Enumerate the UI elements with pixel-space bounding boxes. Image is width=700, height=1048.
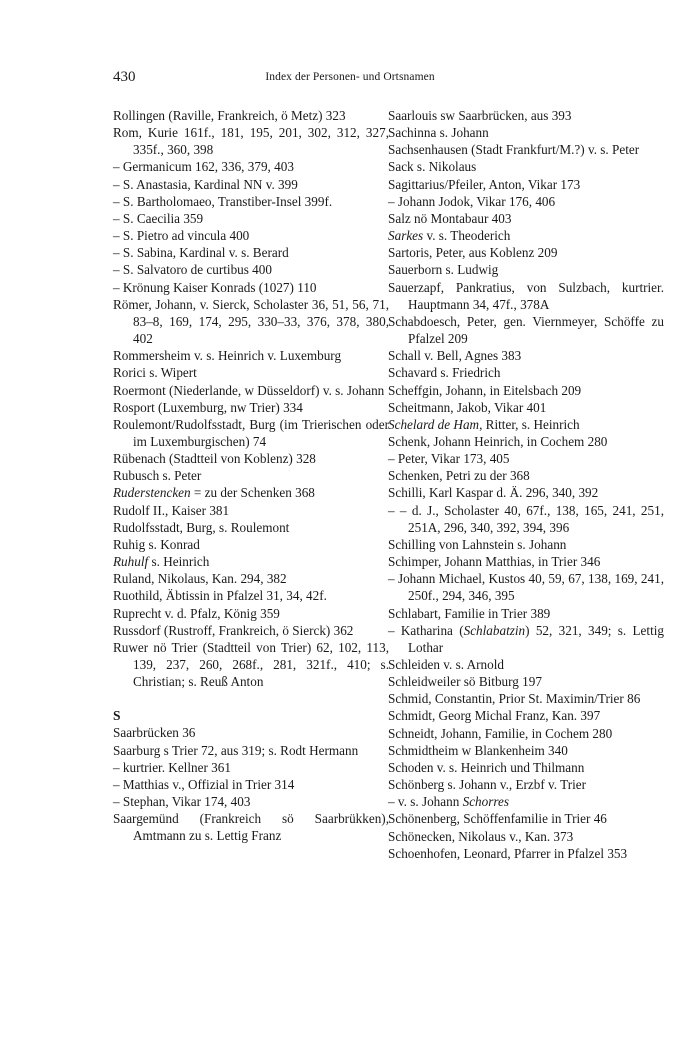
index-entry: Russdorf (Rustroff, Frankreich, ö Sierck) 362 bbox=[113, 622, 354, 638]
index-entry: Schabdoesch, Peter, gen. Viernmeyer, Schöffe zu Pfalzel 209 bbox=[388, 313, 664, 347]
index-entry: Rubusch s. Peter bbox=[113, 468, 202, 484]
index-entry: Schavard s. Friedrich bbox=[388, 365, 501, 381]
index-entry: Ruwer nö Trier (Stadtteil von Trier) 62, 102, 113, 139, 237, 260, 268f., 281, 321f., 410; s. Christian; s. Reuß Anton bbox=[113, 639, 389, 690]
index-entry: – Germanicum 162, 336, 379, 403 bbox=[113, 159, 294, 175]
index-entry: Schenk, Johann Heinrich, in Cochem 280 bbox=[388, 433, 608, 449]
index-entry: Rosport (Luxemburg, nw Trier) 334 bbox=[113, 399, 303, 415]
entry-text: , Ritter, s. Heinrich bbox=[479, 416, 580, 432]
entry-text: s. Heinrich bbox=[148, 554, 210, 570]
index-group bbox=[113, 107, 389, 484]
italic-term: Schorres bbox=[462, 794, 510, 810]
italic-term: Ruhulf bbox=[113, 554, 149, 570]
index-entry: Saarbrücken 36 bbox=[113, 725, 196, 741]
index-entry: Schleidweiler sö Bitburg 197 bbox=[388, 674, 542, 690]
index-column-right bbox=[388, 107, 664, 862]
index-entry: Roulemont/Rudolfsstadt, Burg (im Trierischen oder im Luxemburgischen) 74 bbox=[113, 416, 389, 449]
index-entry: – S. Anastasia, Kardinal NN v. 399 bbox=[113, 176, 298, 192]
index-entry: – S. Sabina, Kardinal v. s. Berard bbox=[113, 245, 289, 261]
index-entry: Rommersheim v. s. Heinrich v. Luxemburg bbox=[113, 348, 342, 364]
index-entry: – Johann Jodok, Vikar 176, 406 bbox=[388, 193, 556, 209]
index-entry: Sauerborn s. Ludwig bbox=[388, 262, 499, 278]
index-entry: Rorici s. Wipert bbox=[113, 365, 197, 381]
italic-term: Schelard de Ham bbox=[388, 416, 480, 432]
index-entry: Rollingen (Raville, Frankreich, ö Metz) 323 bbox=[113, 108, 346, 123]
index-entry: Schilli, Karl Kaspar d. Ä. 296, 340, 392 bbox=[388, 485, 599, 501]
index-entry: Rudolfsstadt, Burg, s. Roulemont bbox=[113, 519, 290, 535]
index-entry: Schönecken, Nikolaus v., Kan. 373 bbox=[388, 828, 574, 844]
index-entry: – Matthias v., Offizial in Trier 314 bbox=[113, 776, 295, 792]
index-entry: Ruothild, Äbtissin in Pfalzel 31, 34, 42f. bbox=[113, 588, 327, 604]
index-entry: Schmidtheim w Blankenheim 340 bbox=[388, 742, 568, 758]
index-entry: Saarburg s Trier 72, aus 319; s. Rodt Hermann bbox=[113, 742, 359, 758]
index-entry: Schönberg s. Johann v., Erzbf v. Trier bbox=[388, 777, 587, 793]
index-entry: Schleiden v. s. Arnold bbox=[388, 657, 504, 672]
index-entry: Scheffgin, Johann, in Eitelsbach 209 bbox=[388, 382, 582, 398]
index-entry: – S. Pietro ad vincula 400 bbox=[113, 228, 250, 244]
index-entry bbox=[388, 227, 664, 244]
index-entry: Schmid, Constantin, Prior St. Maximin/Trier 86 bbox=[388, 691, 641, 707]
index-entry: Salz nö Montabaur 403 bbox=[388, 210, 512, 226]
index-entry: Schimper, Johann Matthias, in Trier 346 bbox=[388, 554, 601, 570]
index-entry: Schall v. Bell, Agnes 383 bbox=[388, 348, 522, 364]
index-entry bbox=[113, 553, 389, 570]
index-entry: Sauerzapf, Pankratius, von Sulzbach, kurtrier. Hauptmann 34, 47f., 378A bbox=[388, 279, 664, 312]
index-entry: Saargemünd (Frankreich sö Saarbrükken), Amtmann zu s. Lettig Franz bbox=[113, 811, 389, 844]
index-entry: Schilling von Lahnstein s. Johann bbox=[388, 536, 567, 552]
index-column-left bbox=[113, 107, 389, 845]
section-letter: S bbox=[113, 708, 121, 724]
index-entry: Römer, Johann, v. Sierck, Scholaster 36, 51, 56, 71, 83–8, 169, 174, 295, 330–33, 376, 378, 380, 402 bbox=[113, 296, 389, 347]
index-entry: – kurtrier. Kellner 361 bbox=[113, 759, 231, 775]
index-entry: Schoden v. s. Heinrich und Thilmann bbox=[388, 759, 585, 775]
italic-term: Sarkes bbox=[388, 228, 424, 244]
italic-term: Schlabatzin bbox=[463, 622, 526, 638]
index-entry: Schlabart, Familie in Trier 389 bbox=[388, 605, 551, 621]
entry-text: – Katharina ( bbox=[388, 622, 464, 638]
index-entry: Schoenhofen, Leonard, Pfarrer in Pfalzel 353 bbox=[388, 845, 628, 861]
index-entry: Sack s. Nikolaus bbox=[388, 159, 477, 175]
index-entry bbox=[388, 793, 664, 810]
index-entry: – Johann Michael, Kustos 40, 59, 67, 138, 169, 241, 250f., 294, 346, 395 bbox=[388, 571, 664, 604]
italic-term: Ruderstencken bbox=[113, 485, 191, 501]
index-entry: Schmidt, Georg Michal Franz, Kan. 397 bbox=[388, 708, 601, 724]
index-entry: Rübenach (Stadtteil von Koblenz) 328 bbox=[113, 451, 316, 467]
index-entry: Sagittarius/Pfeiler, Anton, Vikar 173 bbox=[388, 176, 581, 192]
entry-text: – v. s. Johann bbox=[388, 794, 463, 810]
page-number: 430 bbox=[113, 69, 136, 85]
index-entry: Ruland, Nikolaus, Kan. 294, 382 bbox=[113, 571, 287, 587]
index-entry: Schenken, Petri zu der 368 bbox=[388, 468, 530, 484]
index-entry: Schönenberg, Schöffenfamilie in Trier 46 bbox=[388, 811, 607, 827]
index-entry: Sartoris, Peter, aus Koblenz 209 bbox=[388, 245, 558, 261]
entry-text: v. s. Theoderich bbox=[423, 228, 511, 244]
index-entry: Saarlouis sw Saarbrücken, aus 393 bbox=[388, 108, 572, 123]
index-entry: – S. Caecilia 359 bbox=[113, 210, 204, 226]
entry-text: = zu der Schenken 368 bbox=[190, 485, 315, 501]
index-entry: Roermont (Niederlande, w Düsseldorf) v. s. Johann bbox=[113, 382, 385, 398]
entry-text: ) 52, 321, 349; s. Lettig Lothar bbox=[408, 622, 664, 655]
index-entry bbox=[113, 484, 389, 501]
index-entry: Ruhig s. Konrad bbox=[113, 536, 200, 552]
index-entry: Sachinna s. Johann bbox=[388, 125, 489, 141]
running-title: Index der Personen- und Ortsnamen bbox=[265, 71, 435, 83]
index-entry: – S. Bartholomaeo, Transtiber-Insel 399f. bbox=[113, 193, 333, 209]
index-entry: Scheitmann, Jakob, Vikar 401 bbox=[388, 399, 547, 415]
index-entry: – Krönung Kaiser Konrads (1027) 110 bbox=[113, 279, 317, 295]
index-entry bbox=[388, 416, 664, 433]
index-entry: Rom, Kurie 161f., 181, 195, 201, 302, 312, 327, 335f., 360, 398 bbox=[113, 125, 389, 158]
index-entry: Schneidt, Johann, Familie, in Cochem 280 bbox=[388, 725, 613, 741]
index-entry: – S. Salvatoro de curtibus 400 bbox=[113, 262, 272, 278]
index-entry: – – d. J., Scholaster 40, 67f., 138, 165, 241, 251, 251A, 296, 340, 392, 394, 396 bbox=[388, 502, 664, 535]
index-entry bbox=[388, 622, 664, 656]
index-entry: – Stephan, Vikar 174, 403 bbox=[113, 794, 251, 810]
index-entry: Rudolf II., Kaiser 381 bbox=[113, 502, 230, 518]
index-entry: Ruprecht v. d. Pfalz, König 359 bbox=[113, 605, 280, 621]
index-entry: – Peter, Vikar 173, 405 bbox=[388, 451, 510, 467]
index-entry: Sachsenhausen (Stadt Frankfurt/M.?) v. s. Peter bbox=[388, 142, 640, 158]
